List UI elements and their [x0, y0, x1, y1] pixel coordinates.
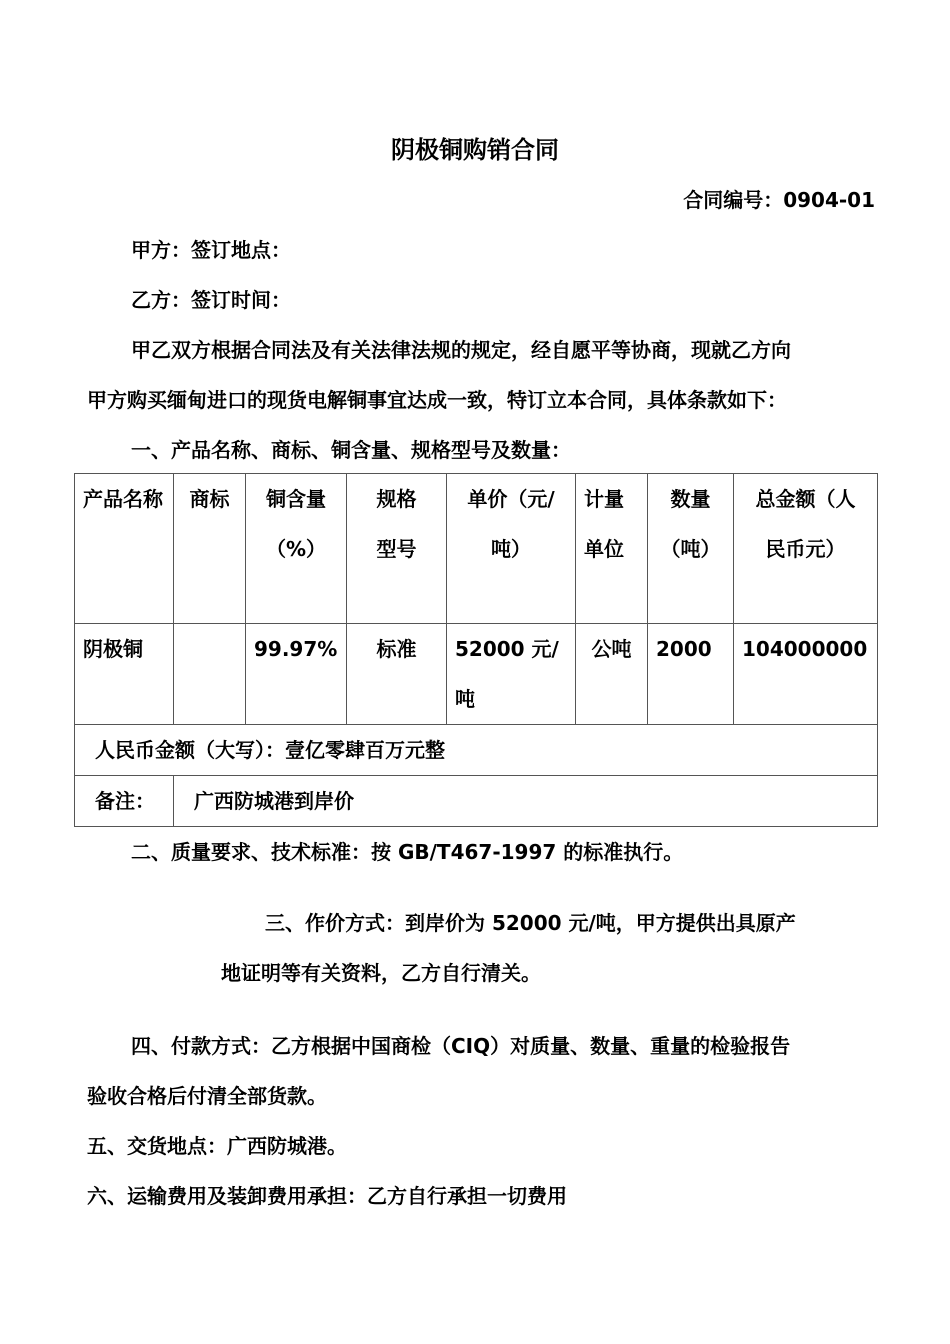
note-label: 备注：	[75, 776, 174, 827]
intro-line-1: 甲乙双方根据合同法及有关法律法规的规定，经自愿平等协商，现就乙方向	[131, 338, 791, 362]
note-row	[75, 776, 878, 827]
header-brand: 商标	[174, 474, 246, 624]
section-3-line-2: 地证明等有关资料，乙方自行清关。	[221, 961, 541, 985]
header-quantity: 数量（吨）	[648, 474, 734, 624]
cell-product-name: 阴极铜	[75, 624, 174, 725]
rmb-amount-cell: 人民币金额（大写）：壹亿零肆百万元整	[75, 725, 878, 776]
header-measure-unit: 计量单位	[576, 474, 648, 624]
cell-spec-model: 标准	[347, 624, 447, 725]
section-4-line-1: 四、付款方式：乙方根据中国商检（CIQ）对质量、数量、重量的检验报告	[131, 1034, 791, 1058]
table-row	[75, 624, 878, 725]
cell-copper-content: 99.97%	[246, 624, 347, 725]
section-2-text: 二、质量要求、技术标准：按 GB/T467-1997 的标准执行。	[131, 840, 684, 864]
contract-title: 阴极铜购销合同	[391, 136, 559, 164]
section-4-line-2: 验收合格后付清全部货款。	[87, 1084, 327, 1108]
party-a-line: 甲方：签订地点：	[131, 238, 291, 262]
section-5-text: 五、交货地点：广西防城港。	[87, 1134, 347, 1158]
cell-total-amount: 104000000	[734, 624, 878, 725]
cell-brand	[174, 624, 246, 725]
cell-quantity: 2000	[648, 624, 734, 725]
header-spec-model: 规格型号	[347, 474, 447, 624]
party-b-line: 乙方：签订时间：	[131, 288, 291, 312]
header-product-name: 产品名称	[75, 474, 174, 624]
header-unit-price: 单价（元/吨）	[447, 474, 576, 624]
cell-measure-unit: 公吨	[576, 624, 648, 725]
contract-number: 合同编号：0904-01	[683, 188, 875, 212]
rmb-amount-row	[75, 725, 878, 776]
cell-unit-price: 52000 元/吨	[447, 624, 576, 725]
section-3-line-1: 三、作价方式：到岸价为 52000 元/吨，甲方提供出具原产	[265, 911, 796, 935]
section-1-heading: 一、产品名称、商标、铜含量、规格型号及数量：	[131, 438, 571, 462]
intro-line-2: 甲方购买缅甸进口的现货电解铜事宜达成一致，特订立本合同，具体条款如下：	[87, 388, 787, 412]
header-total-amount: 总金额（人民币元）	[734, 474, 878, 624]
header-copper-content: 铜含量（%）	[246, 474, 347, 624]
note-value: 广西防城港到岸价	[174, 776, 878, 827]
section-6-text: 六、运输费用及装卸费用承担：乙方自行承担一切费用	[87, 1184, 567, 1208]
table-header-row	[75, 474, 878, 624]
product-table	[74, 473, 878, 827]
